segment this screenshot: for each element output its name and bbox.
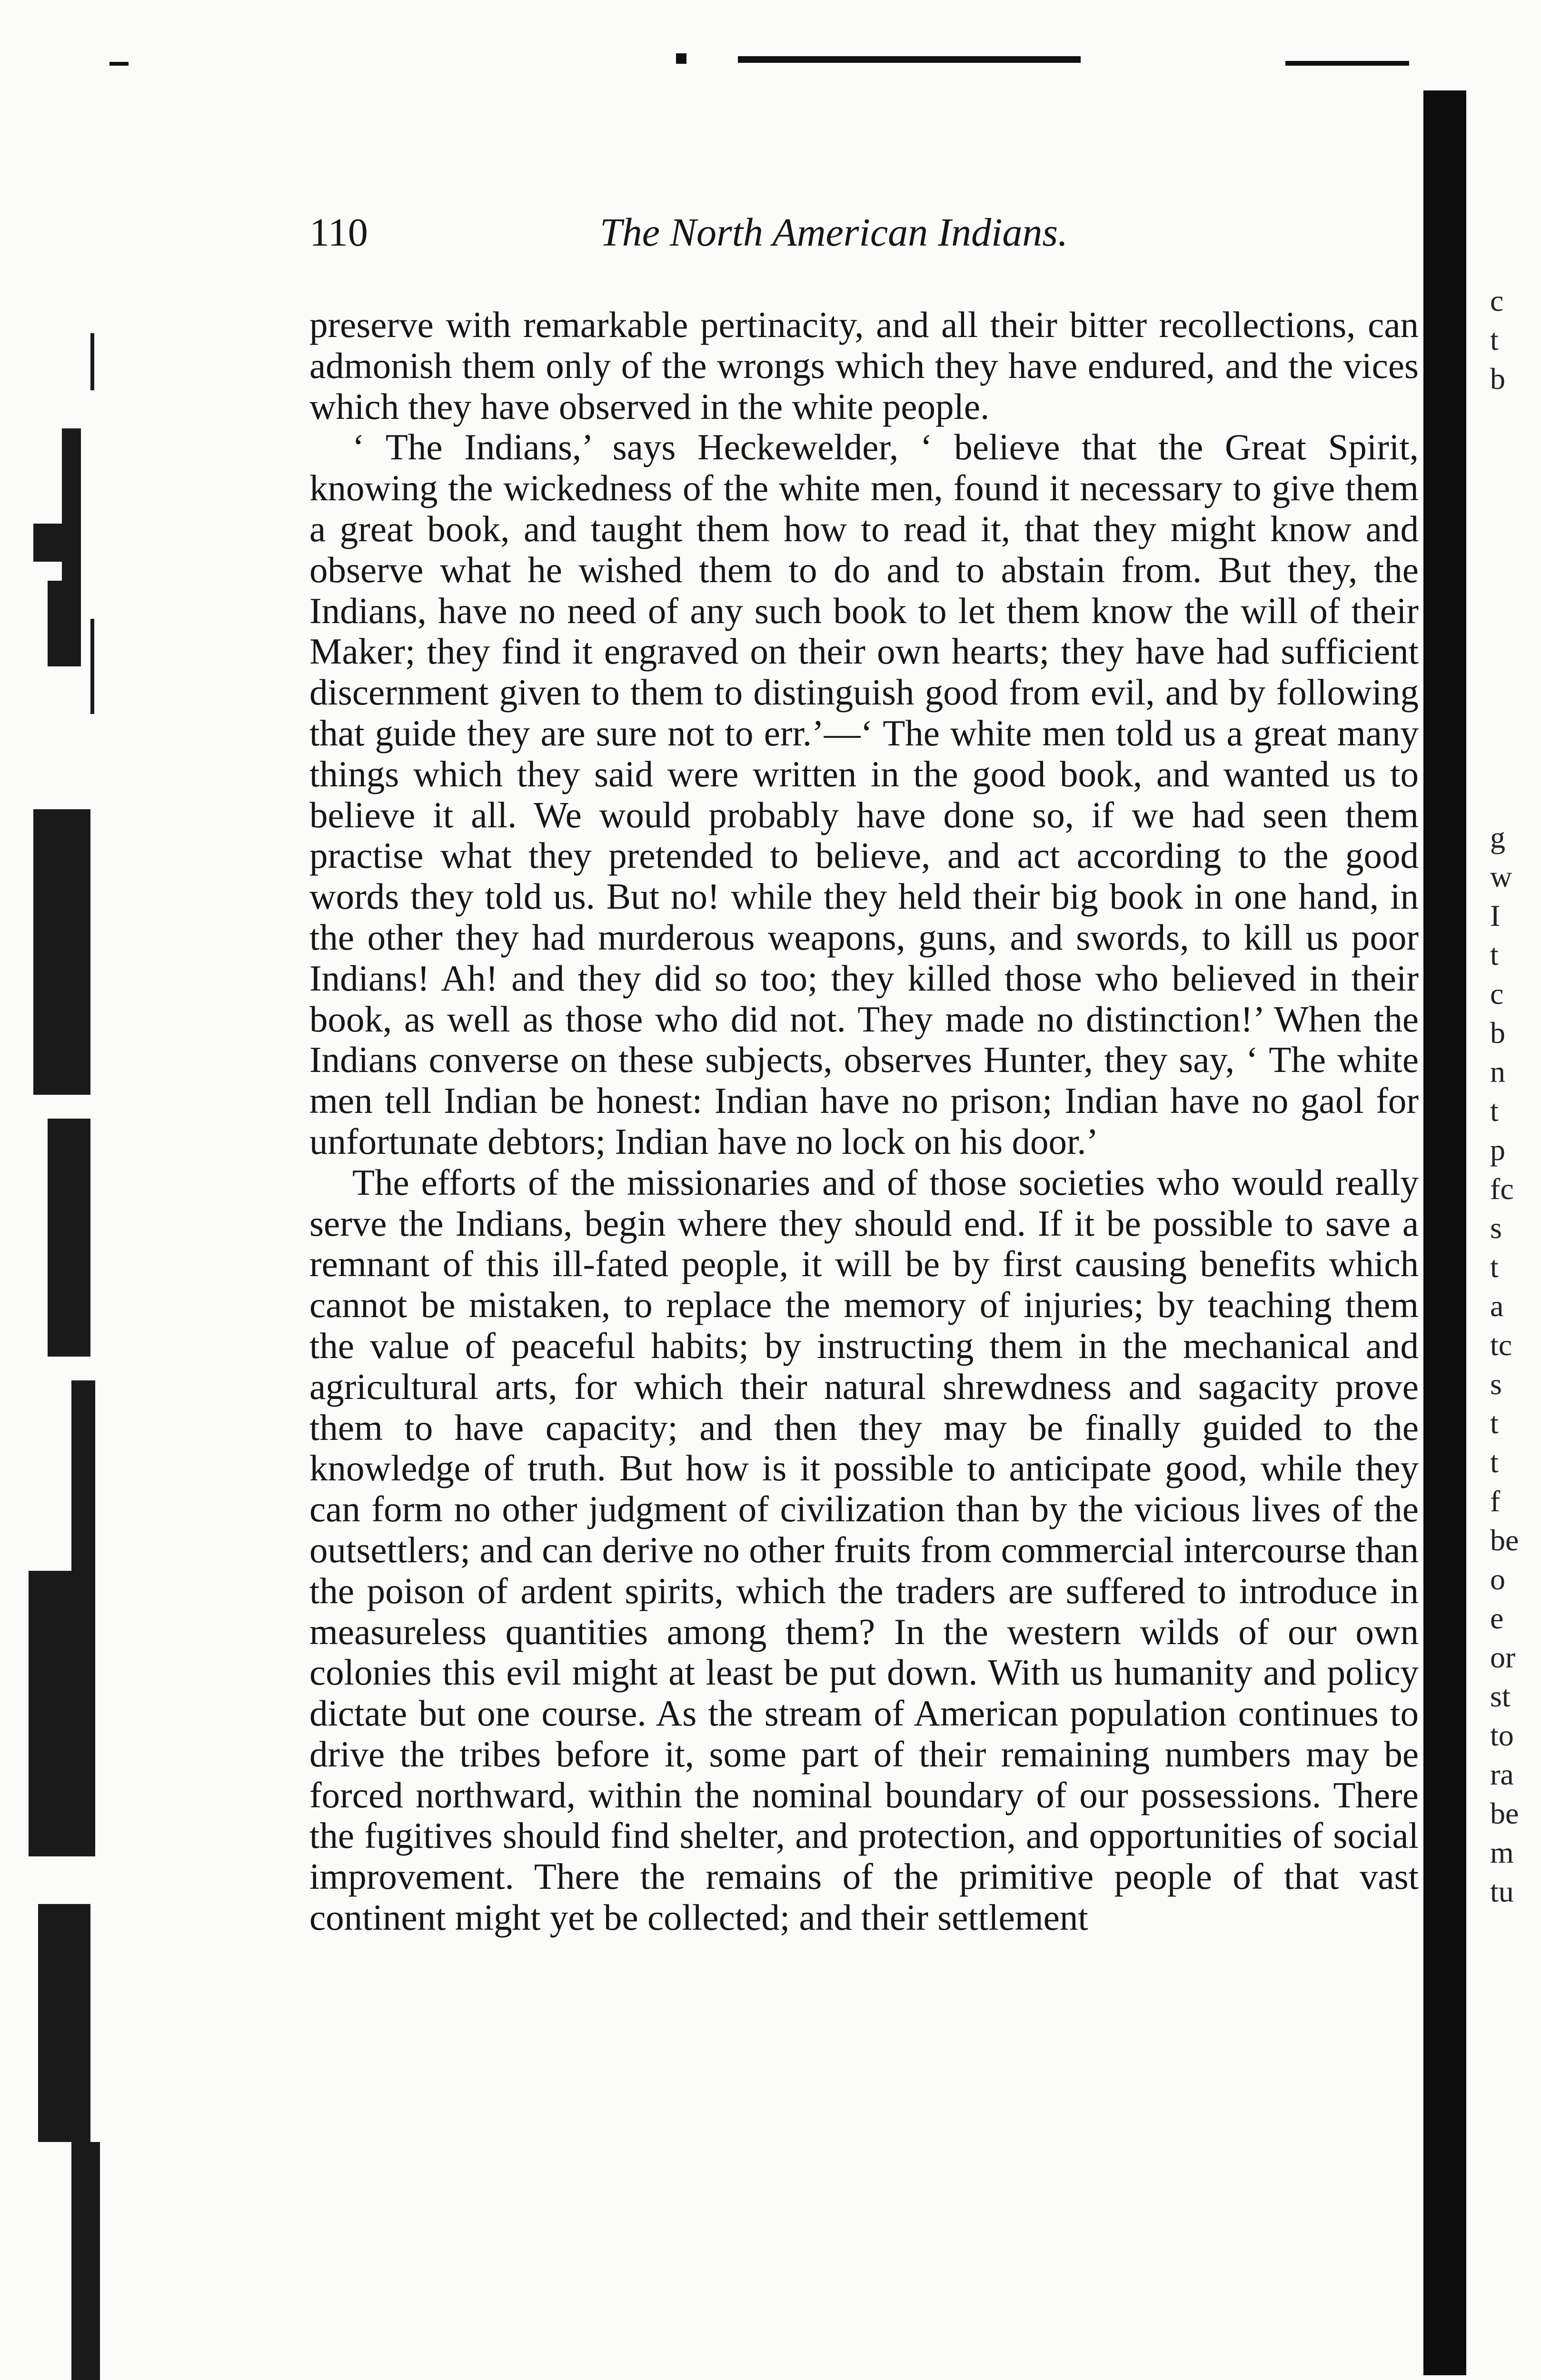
paragraph-missionaries: The efforts of the missionaries and of those societies who would really serve the Indians, begin where they should end. If it be possible to save a remnant of this ill-fated people, it will be by first causing benefits which cannot be mistaken, to replace the memory of injuries; by teaching them the value of peaceful habits; by instructing them in the mechanical and agricultural arts, for which their natural shrewdness and sagacity prove them to have capacity; and then they may be finally guided to the knowledge of truth. But how is it possible to anticipate good, while they can form no other judgment of civilization than by the vicious lives of the outsettlers; and can derive no other fruits from commercial intercourse than the poison of ardent spirits, which the traders are suffered to introduce in measureless quantities among them? In the western wilds of our own colonies this evil might at least be put down. With us humanity and policy dictate but one course. As the stream of American population continues to drive the tribes before it, some part of their remaining numbers may be forced northward, within the nominal boundary of our possessions. There the fugitives should find shelter, and protection, and opportunities of social improvement. There the remains of the primitive people of that vast continent might yet be collected; and their settlement <box>309 1161 1419 1938</box>
paragraph-heckewelder-quote: ‘ The Indians,’ says Heckewelder, ‘ believe that the Great Spirit, knowing the wickedness of the white men, found it necessary to give them a great book, and taught them how to read it, that they might know and observe what he wished them to do and to abstain from. But they, the Indians, have no need of any such book to let them know the will of their Maker; they find it engraved on their own hearts; they have had sufficient discernment given to them to distinguish good from evil, and by following that guide they are sure not to err.’—‘ The white men told us a great many things which they said were written in the good book, and wanted us to believe it all. We would probably have done so, if we had seen them practise what they pretended to believe, and act according to the good words they told us. But no! while they held their big book in one hand, in the other they had murderous weapons, guns, and swords, to kill us poor Indians! Ah! and they did so too; they killed those who believed in their book, as well as those who did not. They made no distinction!’ When the Indians converse on these subjects, observes Hunter, they say, ‘ The white men tell Indian be honest: Indian have no prison; Indian have no gaol for unfortunate debtors; Indian have no lock on his door.’ <box>309 426 1419 1162</box>
paragraph-continuation: preserve with remarkable pertinacity, and all their bitter recollections, can admonish them only of the wrongs which they have endured, and the vices which they have observed in the white people. <box>309 304 1419 427</box>
facing-page-binding-shadow <box>1423 90 1466 2375</box>
left-gutter-scan-marks <box>0 0 129 2380</box>
facing-page-fragments: c t b g w I t c b n t p fc s t a tc s t t f be o e or st to ra be m tu <box>1490 284 1519 1908</box>
page-number: 110 <box>309 210 368 255</box>
body-text <box>309 305 1419 1938</box>
scan-top-rule <box>738 56 1081 63</box>
scan-top-rule-right <box>1285 61 1409 66</box>
scan-top-dot <box>676 53 686 64</box>
running-title: The North American Indians. <box>600 210 1068 255</box>
page-header <box>309 209 1419 262</box>
